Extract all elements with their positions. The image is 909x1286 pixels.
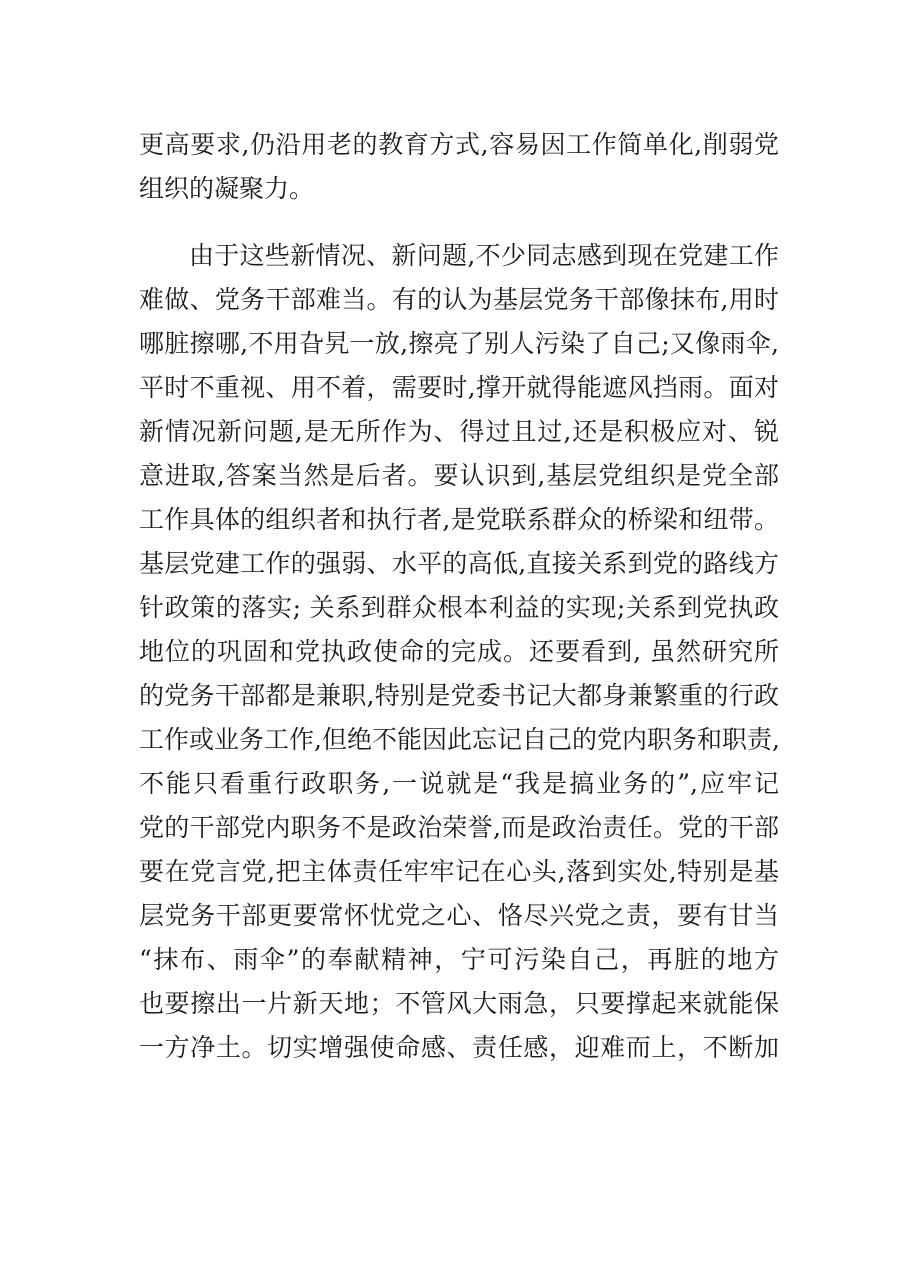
paragraph-line: 工作具体的组织者和执行者,是党联系群众的桥梁和纽带。 [139, 505, 779, 534]
paragraph-line: 层党务干部更要常怀忧党之心、恪尽兴党之责，要有甘当 [139, 901, 779, 930]
paragraph-line: 要在党言党,把主体责任牢牢记在心头,落到实处,特别是基 [139, 857, 779, 886]
paragraph-1 [139, 123, 779, 211]
paragraph-line: 新情况新问题,是无所作为、得过且过,还是积极应对、锐 [139, 417, 779, 446]
paragraph-line: 地位的巩固和党执政使命的完成。还要看到, 虽然研究所 [139, 637, 779, 666]
paragraph-line: 平时不重视、用不着，需要时,撑开就得能遮风挡雨。面对 [139, 373, 779, 402]
paragraph-line: “抹布、雨伞”的奉献精神，宁可污染自己，再脏的地方 [139, 945, 779, 974]
paragraph-line: 组织的凝聚力。 [139, 174, 315, 203]
paragraph-line: 一方净土。切实增强使命感、责任感，迎难而上，不断加 [139, 1033, 779, 1062]
paragraph-line: 难做、党务干部难当。有的认为基层党务干部像抹布,用时 [139, 285, 779, 314]
paragraph-line: 工作或业务工作,但绝不能因此忘记自己的党内职务和职责, [139, 725, 780, 754]
paragraph-line: 也要擦出一片新天地；不管风大雨急，只要撑起来就能保 [139, 989, 779, 1018]
paragraph-line: 的党务干部都是兼职,特别是党委书记大都身兼繁重的行政 [139, 681, 779, 710]
paragraph-line: 意进取,答案当然是后者。要认识到,基层党组织是党全部 [139, 461, 779, 490]
paragraph-2 [139, 234, 779, 1070]
paragraph-line: 针政策的落实; 关系到群众根本利益的实现;关系到党执政 [139, 593, 779, 622]
paragraph-line: 由于这些新情况、新问题,不少同志感到现在党建工作 [189, 241, 779, 270]
paragraph-line: 党的干部党内职务不是政治荣誉,而是政治责任。党的干部 [139, 813, 779, 842]
paragraph-line: 哪脏擦哪,不用旮旯一放,擦亮了别人污染了自己;又像雨伞, [139, 329, 779, 358]
paragraph-line: 基层党建工作的强弱、水平的高低,直接关系到党的路线方 [139, 549, 779, 578]
paragraph-line: 更高要求,仍沿用老的教育方式,容易因工作简单化,削弱党 [139, 130, 779, 159]
paragraph-line: 不能只看重行政职务,一说就是“我是搞业务的”,应牢记 [139, 769, 779, 798]
